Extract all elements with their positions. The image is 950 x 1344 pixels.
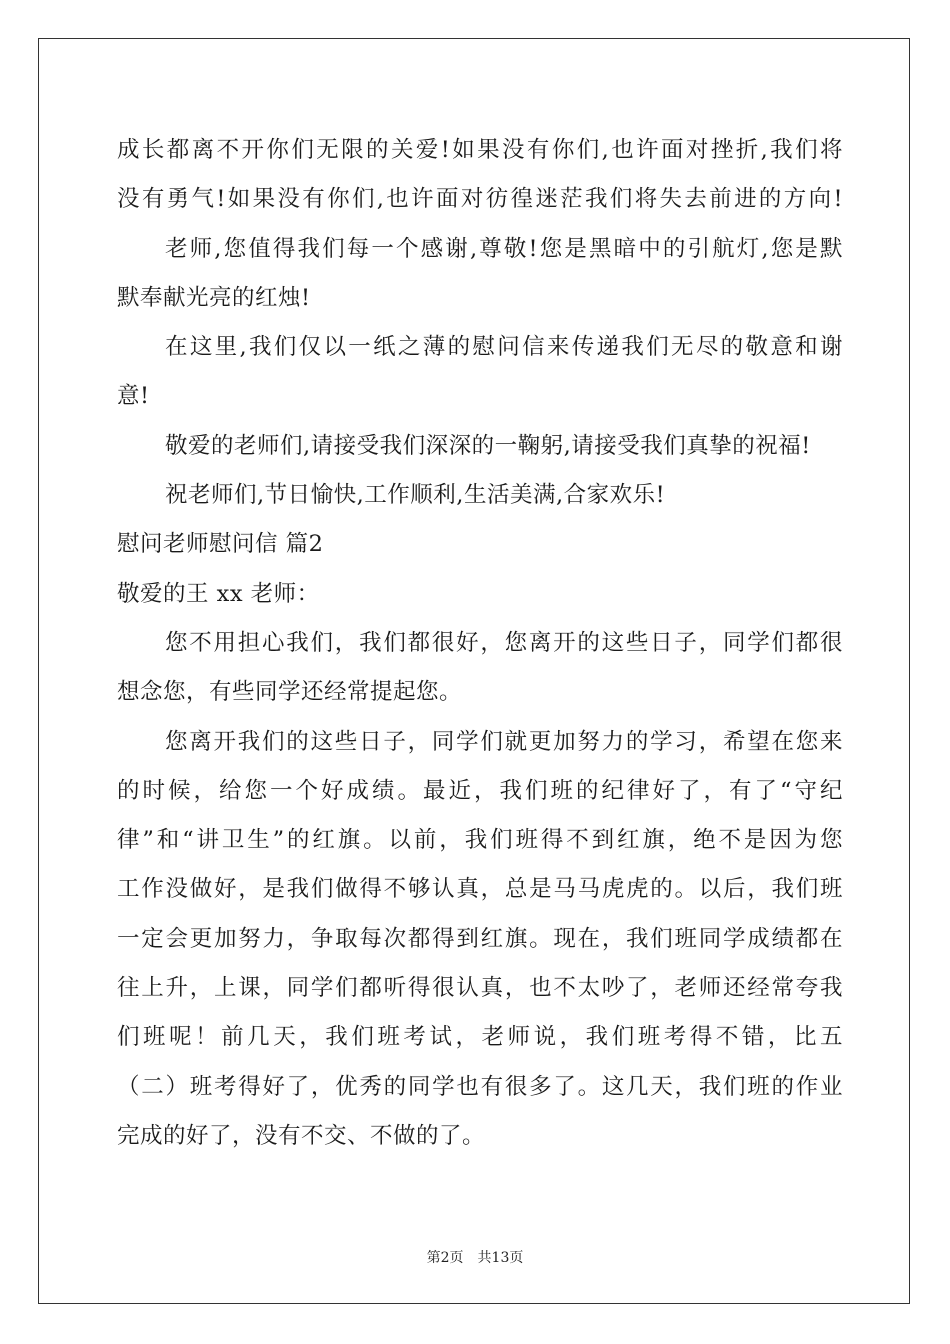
document-body [117,126,843,1161]
text-line: 律”和“讲卫生”的红旗。以前，我们班得不到红旗，绝不是因为您 [117,827,843,854]
paragraph-start: 敬爱的老师们,请接受我们深深的一鞠躬,请接受我们真挚的祝福! [165,432,811,459]
letter-salutation: 敬爱的王 xx 老师： [117,580,320,607]
text-line: 成长都离不开你们无限的关爱!如果没有你们,也许面对挫折,我们将 [117,137,843,163]
page-total: 共13页 [477,1250,524,1266]
text-line: （二）班考得好了，优秀的同学也有很多了。这几天，我们班的作业 [117,1073,843,1100]
text-line: 完成的好了，没有不交、不做的了。 [117,1122,486,1149]
paragraph-start: 您不用担心我们，我们都很好，您离开的这些日子，同学们都很 [165,629,843,656]
paragraph-start: 祝老师们,节日愉快,工作顺利,生活美满,合家欢乐! [165,482,666,509]
text-line: 想念您，有些同学还经常提起您。 [117,679,463,706]
text-line: 的时候，给您一个好成绩。最近，我们班的纪律好了，有了“守纪 [117,777,843,804]
page-number: 第2页 [426,1250,464,1266]
text-line: 们班呢！前几天，我们班考试，老师说，我们班考得不错，比五 [117,1024,843,1051]
text-line: 意! [117,383,150,410]
paragraph-start: 您离开我们的这些日子，同学们就更加努力的学习，希望在您来 [165,728,843,755]
paragraph-start: 在这里,我们仅以一纸之薄的慰问信来传递我们无尽的敬意和谢 [165,334,843,361]
text-line: 工作没做好，是我们做得不够认真，总是马马虎虎的。以后，我们班 [117,876,843,903]
paragraph-start: 老师,您值得我们每一个感谢,尊敬!您是黑暗中的引航灯,您是默 [165,235,843,262]
page-footer [0,1247,950,1267]
section-heading: 慰问老师慰问信 篇2 [117,531,324,558]
text-line: 往上升，上课，同学们都听得很认真，也不太吵了，老师还经常夸我 [117,975,843,1002]
text-line: 默奉献光亮的红烛! [117,284,311,311]
text-line: 一定会更加努力，争取每次都得到红旗。现在，我们班同学成绩都在 [117,925,843,952]
text-line: 没有勇气!如果没有你们,也许面对彷徨迷茫我们将失去前进的方向! [117,186,843,213]
